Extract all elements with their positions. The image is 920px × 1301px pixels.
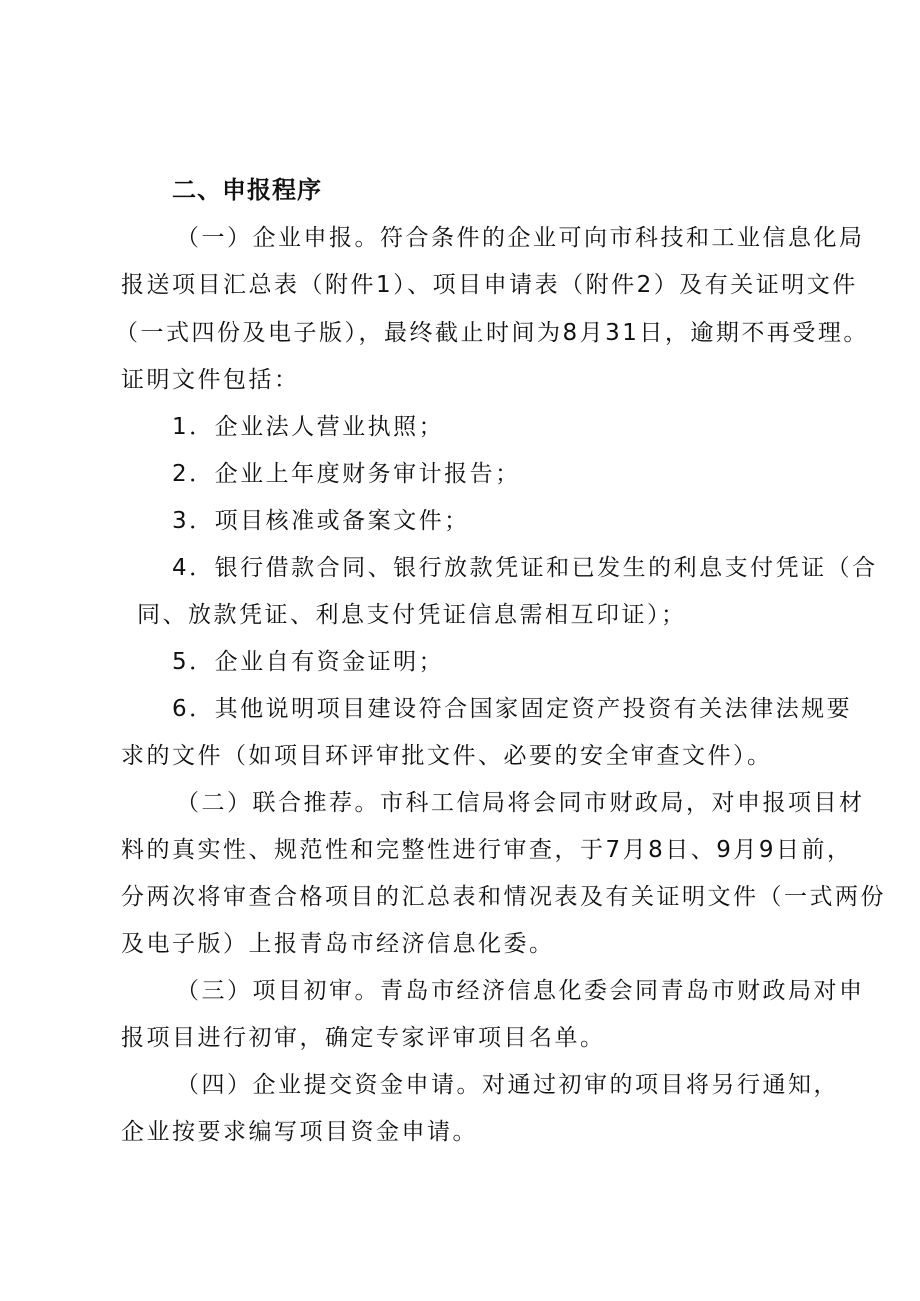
list-item-1: 1．企业法人营业执照； <box>172 414 445 440</box>
list-item-4-line-1: 4．银行借款合同、银行放款凭证和已发生的利息支付凭证（合 <box>172 555 878 581</box>
list-item-6-line-1: 6．其他说明项目建设符合国家固定资产投资有关法律法规要 <box>172 696 853 722</box>
paragraph-4-line-2: 企业按要求编写项目资金申请。 <box>121 1119 478 1145</box>
list-item-3: 3．项目核准或备案文件； <box>172 508 470 534</box>
list-item-4-line-2: 同、放款凭证、利息支付凭证信息需相互印证）； <box>137 602 687 628</box>
list-item-6-line-2: 求的文件（如项目环评审批文件、必要的安全审查文件）。 <box>121 743 773 769</box>
paragraph-1-line-4: 证明文件包括： <box>121 367 300 393</box>
paragraph-1-line-2: 报送项目汇总表（附件1）、项目申请表（附件2）及有关证明文件 <box>121 272 858 298</box>
paragraph-2-line-4: 及电子版）上报青岛市经济信息化委。 <box>121 931 555 957</box>
paragraph-3-line-1: （三）项目初审。青岛市经济信息化委会同青岛市财政局对申 <box>176 978 865 1004</box>
section-heading: 二、申报程序 <box>172 176 322 204</box>
paragraph-2-line-3: 分两次将审查合格项目的汇总表和情况表及有关证明文件（一式两份 <box>121 884 886 910</box>
list-item-5: 5．企业自有资金证明； <box>172 649 445 675</box>
paragraph-2-line-1: （二）联合推荐。市科工信局将会同市财政局，对申报项目材 <box>176 790 865 816</box>
paragraph-1-line-1: （一）企业申报。符合条件的企业可向市科技和工业信息化局 <box>176 225 865 251</box>
paragraph-2-line-2: 料的真实性、规范性和完整性进行审查，于7月8日、9月9日前， <box>121 837 853 863</box>
paragraph-3-line-2: 报项目进行初审，确定专家评审项目名单。 <box>121 1025 606 1051</box>
list-item-2: 2．企业上年度财务审计报告； <box>172 461 521 487</box>
paragraph-4-line-1: （四）企业提交资金申请。对通过初审的项目将另行通知， <box>176 1072 839 1098</box>
paragraph-1-line-3: （一式四份及电子版），最终截止时间为8月31日，逾期不再受理。 <box>115 320 869 346</box>
